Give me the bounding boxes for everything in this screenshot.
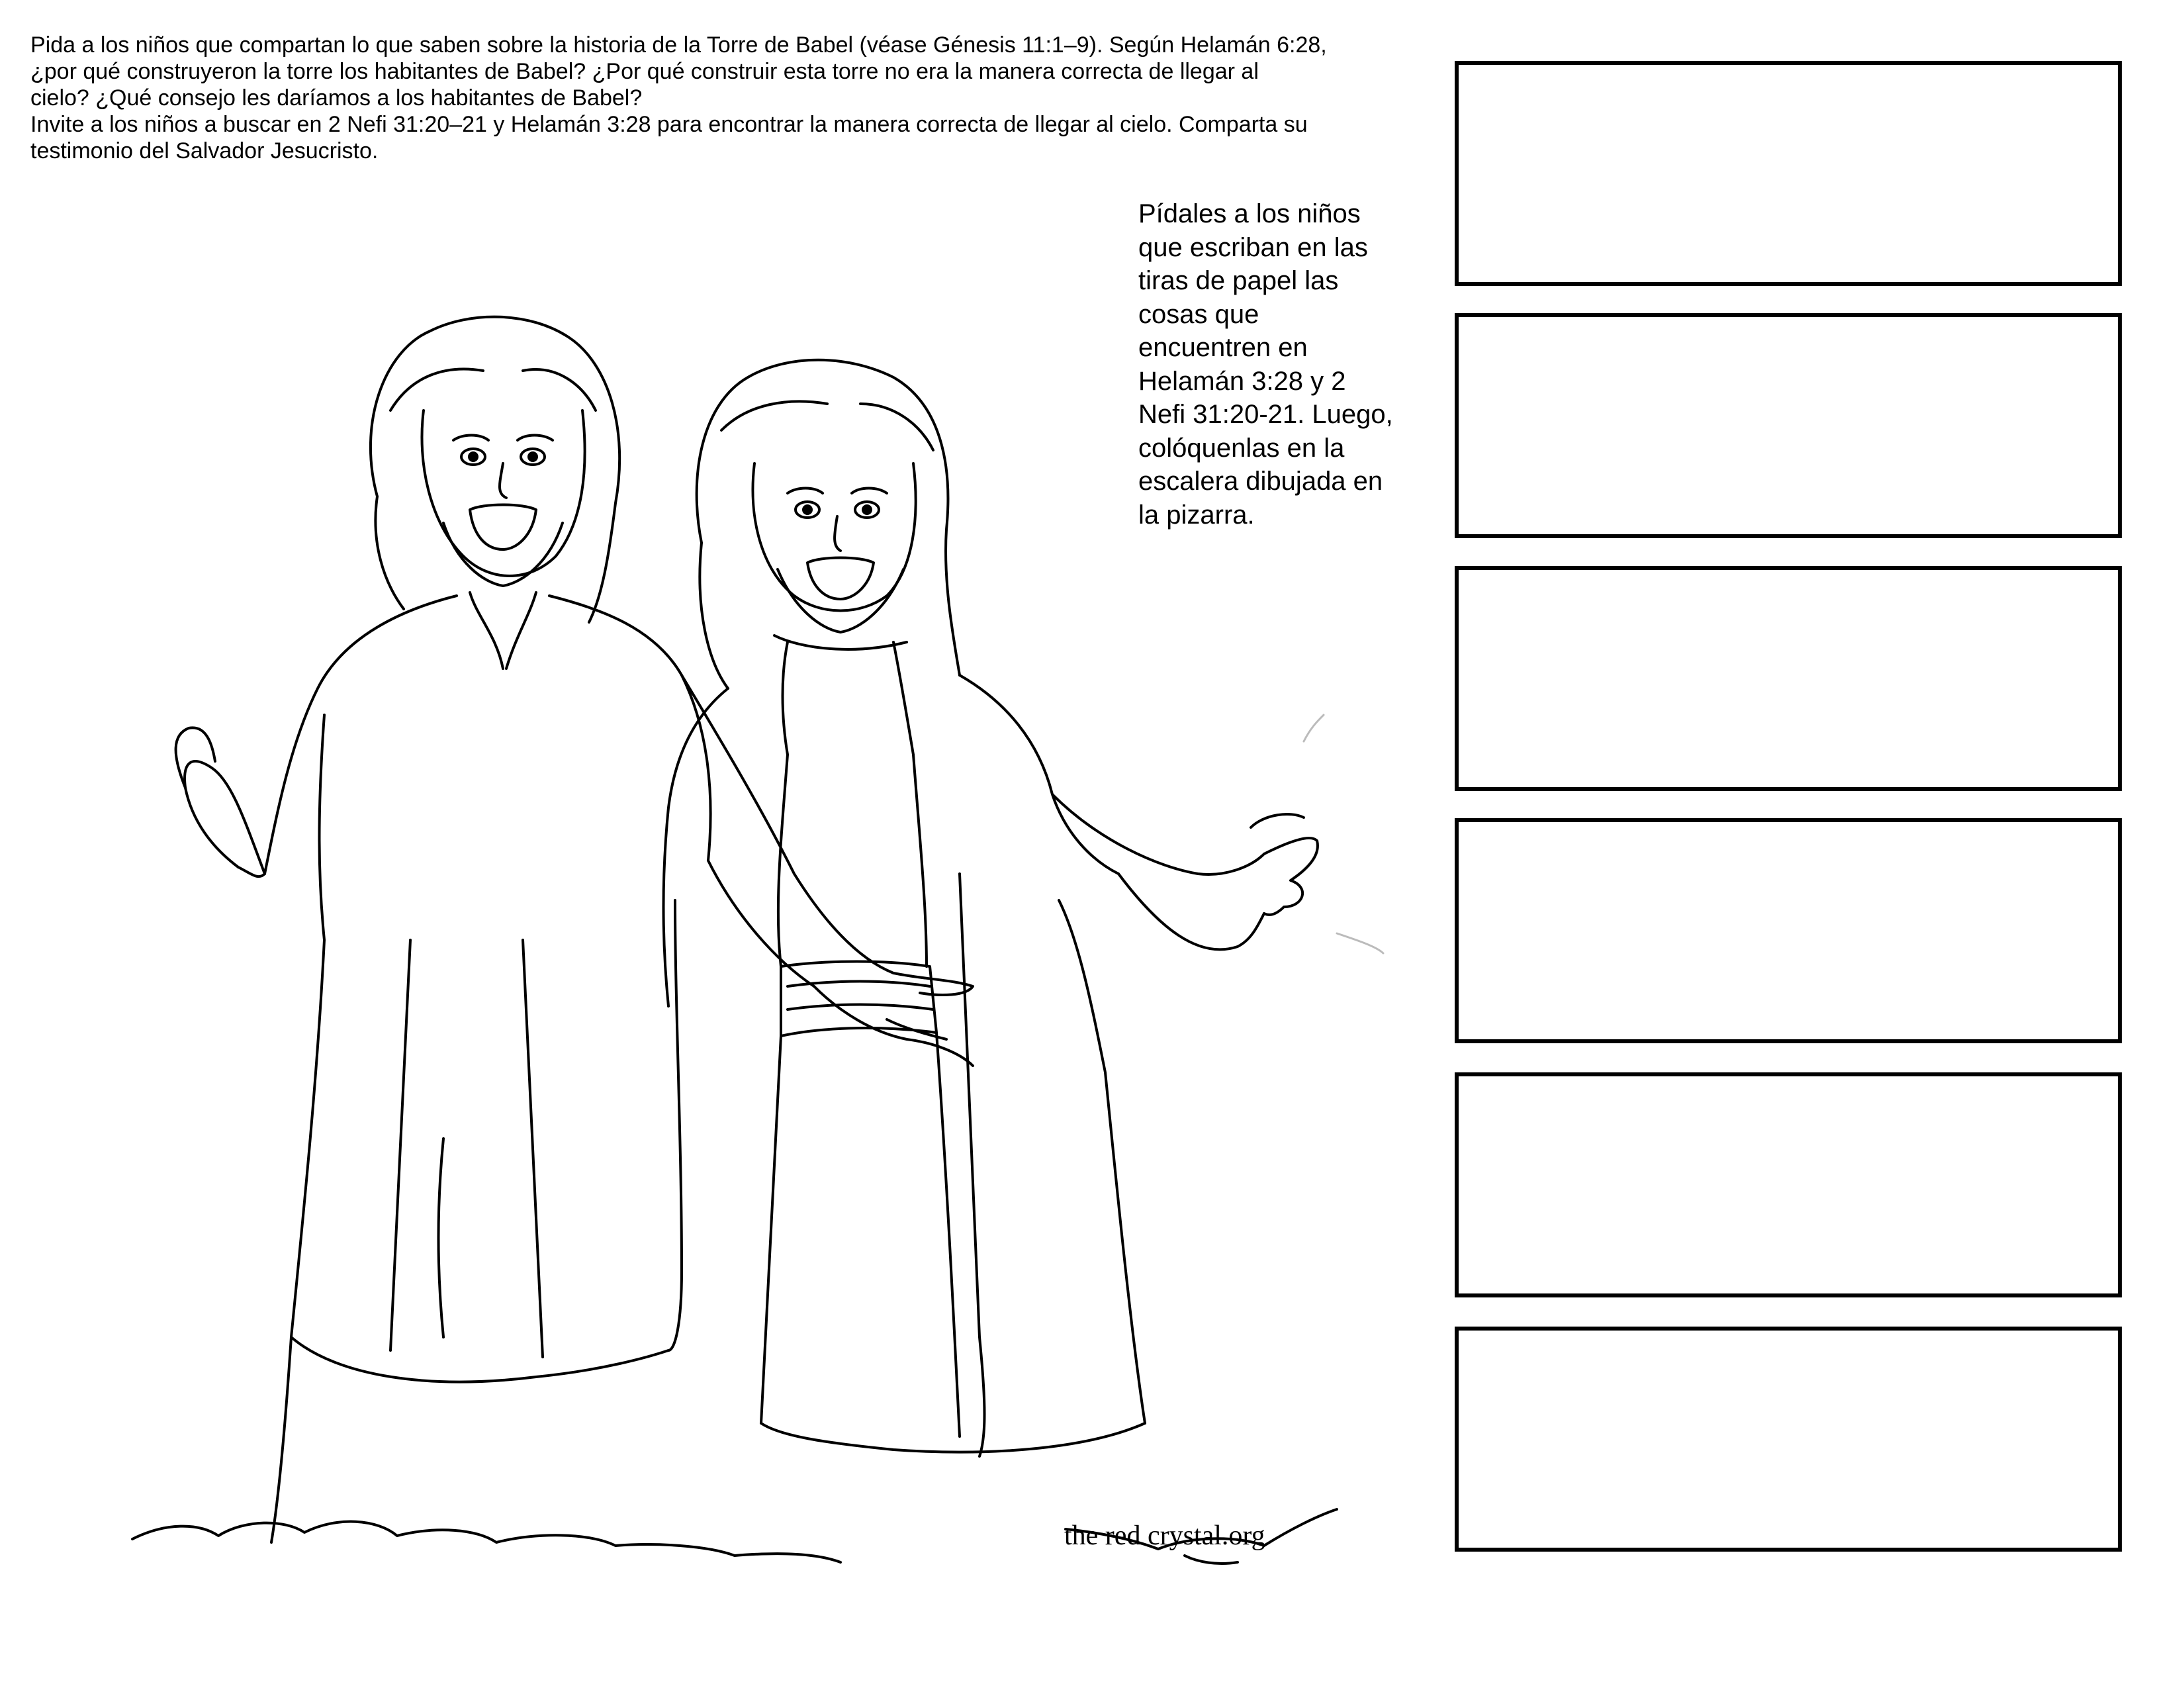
instructions-line: cosas que bbox=[1138, 299, 1259, 329]
intro-paragraph bbox=[30, 32, 1453, 164]
intro-line: testimonio del Salvador Jesucristo. bbox=[30, 138, 379, 164]
writing-strip-5[interactable] bbox=[1455, 1072, 2122, 1297]
writing-strip-6[interactable] bbox=[1455, 1327, 2122, 1552]
intro-line: ¿por qué construyeron la torre los habitantes de Babel? ¿Por qué construir esta torre no era la manera correcta de llegar al bbox=[30, 59, 1259, 84]
instructions-line: Nefi 31:20-21. Luego, bbox=[1138, 400, 1393, 429]
instructions-line: tiras de papel las bbox=[1138, 266, 1339, 295]
left-figure-drawing bbox=[176, 317, 973, 1542]
right-figure-drawing bbox=[664, 360, 1384, 1456]
writing-strip-1[interactable] bbox=[1455, 61, 2122, 286]
intro-line: cielo? ¿Qué consejo les daríamos a los habitantes de Babel? bbox=[30, 85, 643, 111]
instructions-line: que escriban en las bbox=[1138, 232, 1368, 262]
intro-line: Invite a los niños a buscar en 2 Nefi 31:20–21 y Helamán 3:28 para encontrar la manera correcta de llegar al cielo. Comparta su bbox=[30, 112, 1308, 137]
instructions-line: Helamán 3:28 y 2 bbox=[1138, 366, 1346, 396]
intro-line: Pida a los niños que compartan lo que saben sobre la historia de la Torre de Babel (véase Génesis 11:1–9). Según Helamán 6:28, bbox=[30, 32, 1327, 58]
instructions-line: encuentren en bbox=[1138, 333, 1308, 362]
coloring-illustration bbox=[126, 212, 1430, 1589]
instructions-line: la pizarra. bbox=[1138, 500, 1255, 530]
instructions-line: escalera dibujada en bbox=[1138, 467, 1383, 496]
instructions-line: colóquenlas en la bbox=[1138, 433, 1345, 463]
writing-strip-2[interactable] bbox=[1455, 313, 2122, 538]
instructions-line: Pídales a los niños bbox=[1138, 199, 1361, 228]
writing-strip-3[interactable] bbox=[1455, 566, 2122, 791]
writing-strip-4[interactable] bbox=[1455, 818, 2122, 1043]
website-credit: the red crystal.org bbox=[1064, 1521, 1265, 1551]
